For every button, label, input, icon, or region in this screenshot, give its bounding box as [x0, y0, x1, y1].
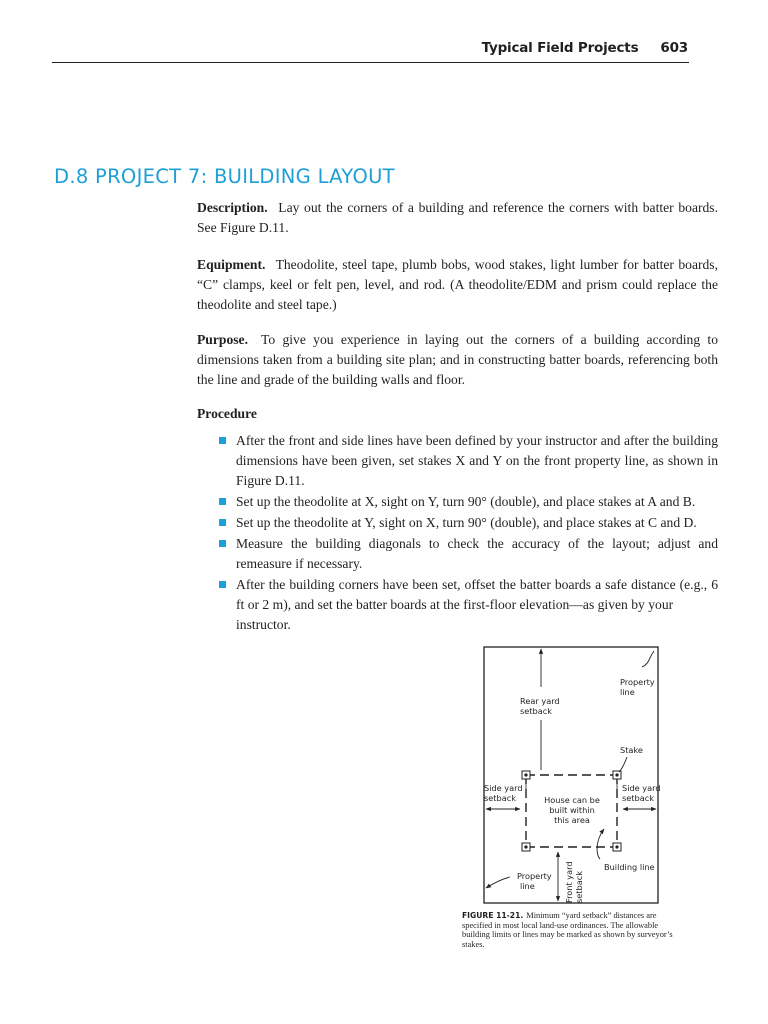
label-side-yard-left: Side yard setback [484, 783, 523, 803]
running-header [0, 40, 688, 56]
label-side-yard-right: Side yard setback [622, 783, 661, 803]
purpose-text: To give you experience in laying out the corners of a building according to dimensions taken from a building site plan; and in constructing batter boards, referencing both the line and grade of the building walls and floor. [197, 332, 718, 387]
list-item [217, 575, 718, 635]
equipment-paragraph [197, 255, 718, 315]
step-text-continued: instructor. [236, 617, 291, 632]
label-rear-yard-setback: Rear yard setback [520, 696, 560, 716]
procedure-heading: Procedure [197, 406, 257, 421]
purpose-paragraph [197, 330, 718, 390]
list-item [217, 534, 718, 574]
description-lead: Description. [197, 200, 268, 215]
step-text: Measure the building diagonals to check the accuracy of the layout; adjust and remeasure if necessary. [236, 536, 718, 571]
label-stake: Stake [620, 745, 643, 755]
bullet-square-icon [219, 498, 226, 505]
label-house-area: House can be built within this area [544, 795, 600, 825]
bullet-square-icon [219, 540, 226, 547]
header-rule [52, 62, 689, 63]
label-property-line-top: Property line [620, 677, 655, 697]
stake-leader [619, 757, 627, 772]
step-text: Set up the theodolite at Y, sight on X, turn 90° (double), and place stakes at C and D. [236, 515, 697, 530]
description-text: Lay out the corners of a building and reference the corners with batter boards. See Figure D.11. [197, 200, 718, 235]
label-property-line-bottom: Property line [517, 871, 552, 891]
property-line-bottom-leader [486, 877, 510, 888]
label-building-line: Building line [604, 862, 655, 872]
step-text: Set up the theodolite at X, sight on Y, turn 90° (double), and place stakes at A and B. [236, 494, 696, 509]
list-item [217, 513, 718, 533]
section-title: D.8 PROJECT 7: BUILDING LAYOUT [54, 165, 395, 188]
list-item [217, 431, 718, 491]
bullet-square-icon [219, 519, 226, 526]
running-title: Typical Field Projects [481, 40, 639, 56]
site-plan-figure [462, 645, 682, 907]
list-item [217, 492, 718, 512]
description-paragraph [197, 198, 718, 238]
label-front-yard-setback: Front yardsetback [564, 861, 584, 903]
building-line-leader [597, 829, 604, 859]
procedure-list [217, 431, 718, 636]
figure-caption-text: Minimum “yard setback” distances are specified in most local land-use ordinances. The allowable building limits or lines may be marked as shown by surveyor’s stakes. [462, 911, 673, 949]
page-number: 603 [660, 40, 688, 56]
site-plan-drawing [462, 645, 682, 907]
equipment-text: Theodolite, steel tape, plumb bobs, wood stakes, light lumber for batter boards, “C” clamps, keel or felt pen, level, and rod. (A theodolite/EDM and prism could replace the theodolite and steel tape.) [197, 257, 718, 312]
figure-caption [462, 911, 686, 949]
purpose-lead: Purpose. [197, 332, 248, 347]
step-text: After the front and side lines have been defined by your instructor and after the building dimensions have been given, set stakes X and Y on the front property line, as shown in Figure D.11. [236, 433, 718, 488]
step-text: After the building corners have been set, offset the batter boards a safe distance (e.g., 6 ft or 2 m), and set the batter boards at the first-floor elevation—as given by your [236, 577, 718, 612]
figure-caption-label: FIGURE 11-21. [462, 911, 524, 920]
bullet-square-icon [219, 437, 226, 444]
equipment-lead: Equipment. [197, 257, 266, 272]
property-line-leader [642, 651, 654, 667]
bullet-square-icon [219, 581, 226, 588]
